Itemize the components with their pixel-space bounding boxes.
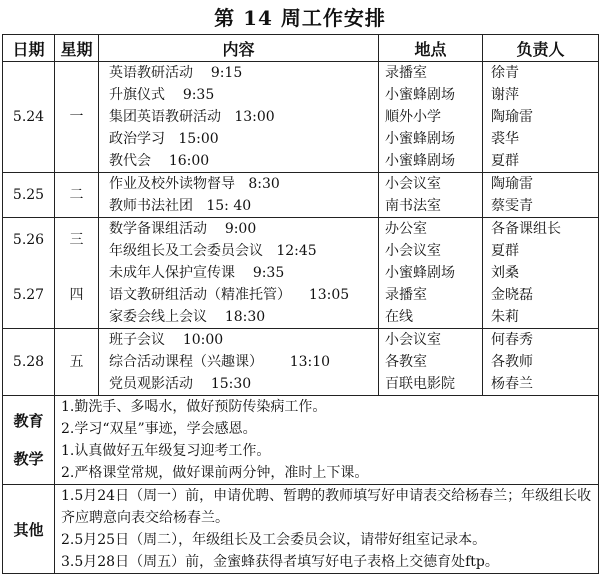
item-person: 各备课组长: [491, 221, 561, 237]
item-place: 小会议室: [385, 176, 441, 192]
item-content: 家委会线上会议: [109, 309, 207, 325]
item-content: 党员观影活动: [109, 376, 193, 392]
note-line: 2.严格课堂常规，做好课前两分钟，准时上下课。: [61, 465, 369, 481]
person-cell: [483, 218, 599, 329]
content-cell: [99, 329, 379, 396]
item-place: 小蜜蜂剧场: [385, 153, 455, 169]
content-cell: [99, 173, 379, 218]
item-person: 夏群: [491, 243, 519, 259]
date-cell: [3, 218, 55, 329]
weekday-cell: [55, 218, 99, 329]
item-place: 各教室: [385, 354, 427, 370]
item-place: 小会议室: [385, 332, 441, 348]
weekday-label: 一: [69, 109, 84, 125]
item-place: 百联电影院: [385, 376, 455, 392]
place-cell: [379, 329, 483, 396]
header-row: [3, 35, 599, 62]
item-place: 录播室: [385, 287, 427, 303]
header-date: 日期: [3, 35, 55, 62]
item-time: 8:30: [248, 176, 280, 192]
person-cell: [483, 62, 599, 173]
table-row: [3, 329, 599, 396]
item-time: 9:35: [252, 265, 285, 281]
education-label: 教育: [13, 412, 44, 430]
person-cell: [483, 173, 599, 218]
item-place: 小蜜蜂剧场: [385, 87, 455, 103]
item-content: 作业及校外读物督导: [109, 176, 235, 192]
item-person: 陶瑜雷: [491, 109, 533, 125]
weekday-label: 二: [69, 187, 84, 203]
item-person: 徐青: [491, 65, 519, 81]
item-place: 小会议室: [385, 243, 441, 259]
list-item: [99, 195, 378, 217]
item-content: 集团英语教研活动: [109, 109, 221, 125]
item-place: 小蜜蜂剧场: [385, 131, 455, 147]
list-item: [99, 262, 378, 284]
item-time: 15: 40: [206, 198, 252, 214]
date-label: 5.27: [12, 287, 45, 303]
item-content: 综合活动课程（兴趣课）: [109, 354, 263, 370]
other-notes: [55, 485, 599, 574]
note-line: 3.5月28日（周五）前，金蜜蜂获得者填写好电子表格上交德育处ftp。: [61, 554, 499, 570]
list-item: [99, 218, 378, 240]
item-place: 順外小学: [385, 109, 441, 125]
item-person: 陶瑜雷: [491, 176, 533, 192]
item-content: 班子会议: [109, 332, 165, 348]
item-person: 朱莉: [491, 309, 519, 325]
item-person: 杨春兰: [491, 376, 533, 392]
item-person: 蔡雯青: [491, 198, 533, 214]
list-item: [99, 240, 378, 262]
list-item: [99, 106, 378, 128]
item-time: 12:45: [276, 243, 317, 259]
list-item: [99, 351, 378, 373]
item-content: 数学备课组活动: [109, 221, 207, 237]
table-row: [3, 173, 599, 218]
date-label: 5.24: [12, 109, 45, 125]
education-row: [3, 396, 599, 485]
list-item: [99, 373, 378, 395]
item-person: 夏群: [491, 153, 519, 169]
list-item: [99, 84, 378, 106]
weekday-cell: [55, 173, 99, 218]
other-row: [3, 485, 599, 574]
teaching-label: 教学: [13, 450, 44, 468]
item-place: 在线: [385, 309, 413, 325]
item-time: 9:00: [224, 221, 257, 237]
list-item: [99, 150, 378, 172]
item-person: 谢萍: [491, 87, 519, 103]
item-content: 教代会: [109, 153, 151, 169]
item-place: 南书法室: [385, 198, 441, 214]
weekday-cell: [55, 329, 99, 396]
note-line: 2.5月25日（周二），年级组长及工会委员会议，请带好组室记录本。: [61, 532, 487, 548]
item-person: 金晓磊: [491, 287, 533, 303]
other-label-cell: [3, 485, 55, 574]
item-content: 未成年人保护宣传课: [109, 265, 235, 281]
item-time: 9:35: [182, 87, 215, 103]
date-label: 5.26: [12, 232, 45, 248]
item-person: 裘华: [491, 131, 519, 147]
item-time: 18:30: [224, 309, 266, 325]
item-content: 教师书法社团: [109, 198, 193, 214]
table-row: [3, 62, 599, 173]
item-time: 13:00: [234, 109, 275, 125]
person-cell: [483, 329, 599, 396]
list-item: [99, 62, 378, 84]
item-time: 13:05: [308, 287, 350, 303]
note-line: 2.学习“双星”事迹，学会感恩。: [61, 421, 257, 437]
item-time: 16:00: [168, 153, 210, 169]
page-title: 第 14 周工作安排: [214, 6, 386, 30]
weekday-label: 四: [69, 287, 84, 303]
table-row: [3, 218, 599, 329]
content-cell: [99, 218, 379, 329]
item-content: 语文教研组活动（精准托管）: [109, 287, 291, 303]
item-person: 刘桑: [491, 265, 519, 281]
item-place: 录播室: [385, 65, 427, 81]
list-item: [99, 284, 378, 306]
note-line: 1.勤洗手、多喝水，做好预防传染病工作。: [61, 399, 327, 415]
list-item: [99, 128, 378, 150]
date-cell: [3, 173, 55, 218]
education-notes: [55, 396, 599, 485]
item-content: 年级组长及工会委员会议: [109, 243, 263, 259]
header-person: 负责人: [483, 35, 599, 62]
item-time: 15:30: [210, 376, 252, 392]
education-label-cell: [3, 396, 55, 485]
item-time: 9:15: [210, 65, 243, 81]
weekday-label: 五: [69, 354, 84, 370]
item-content: 政治学习: [109, 131, 165, 147]
list-item: [99, 173, 378, 195]
date-label: 5.28: [12, 354, 45, 370]
item-place: 办公室: [385, 221, 427, 237]
item-place: 小蜜蜂剧场: [385, 265, 455, 281]
place-cell: [379, 218, 483, 329]
weekday-cell: [55, 62, 99, 173]
list-item: [99, 306, 378, 328]
list-item: [99, 329, 378, 351]
item-time: 13:10: [289, 354, 331, 370]
date-cell: [3, 62, 55, 173]
place-cell: [379, 62, 483, 173]
header-place: 地点: [379, 35, 483, 62]
header-content: 内容: [99, 35, 379, 62]
item-time: 15:00: [178, 131, 219, 147]
item-time: 10:00: [182, 332, 224, 348]
note-line: 1.认真做好五年级复习迎考工作。: [61, 443, 271, 459]
date-cell: [3, 329, 55, 396]
content-cell: [99, 62, 379, 173]
item-person: 何春秀: [491, 332, 533, 348]
note-line: 1.5月24日（周一）前，申请优聘、暂聘的教师填写好申请表交给杨春兰；年级组长收齐应聘意向表交给杨春兰。: [61, 488, 592, 526]
date-label: 5.25: [12, 187, 45, 203]
weekday-label: 三: [69, 232, 84, 248]
item-content: 升旗仪式: [109, 87, 165, 103]
header-weekday: 星期: [55, 35, 99, 62]
item-content: 英语教研活动: [109, 65, 193, 81]
schedule-table: [2, 34, 599, 574]
place-cell: [379, 173, 483, 218]
item-person: 各教师: [491, 354, 533, 370]
other-label: 其他: [13, 520, 44, 539]
